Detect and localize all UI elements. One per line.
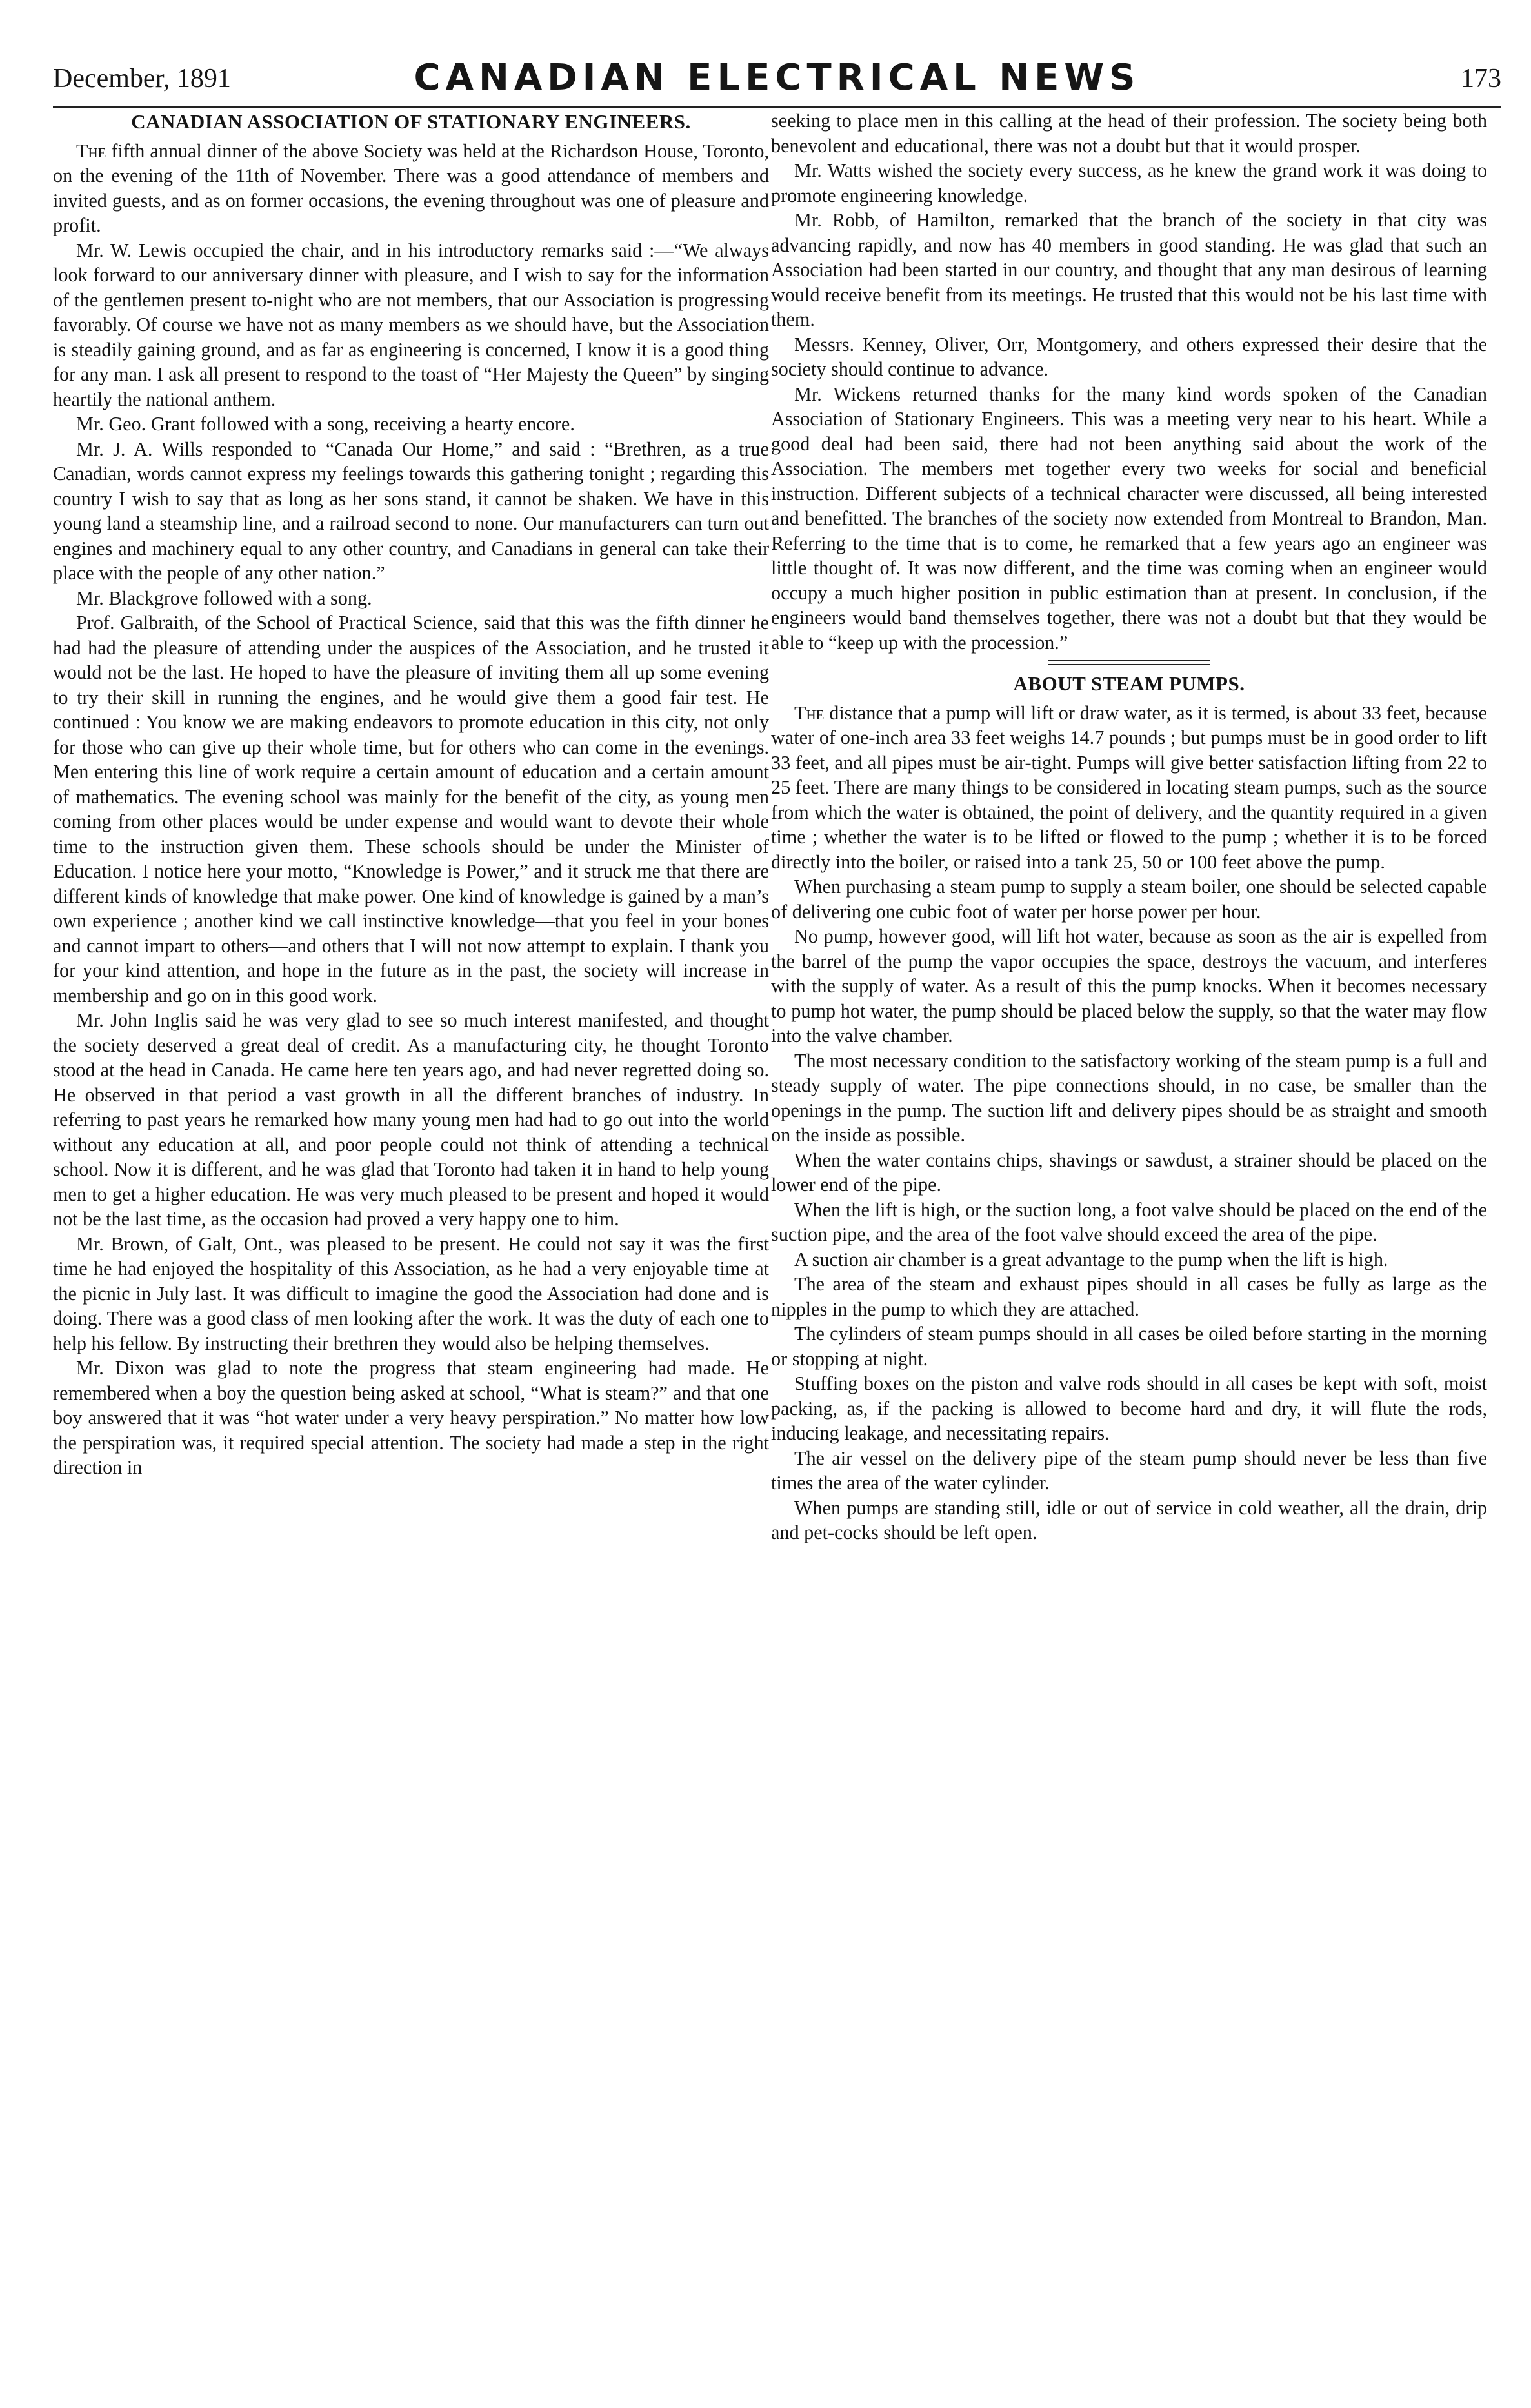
article-title-steam-pumps: ABOUT STEAM PUMPS. <box>1013 672 1245 695</box>
article-paragraph: Mr. Watts wished the society every success, as he knew the grand work it was doing to promote engineering knowledge. <box>771 159 1487 206</box>
article-paragraph: Mr. Robb, of Hamilton, remarked that the branch of the society in that city was advancing rapidly, and now has 40 members in good standing. He was glad that such an Association had been started in our country, and thought that any man desirous of learning would receive benefit from its meetings. He trusted that this would not be his last time with them. <box>771 209 1487 330</box>
header-rule <box>53 106 1501 108</box>
article-paragraph: The area of the steam and exhaust pipes should in all cases be fully as large as the nipples in the pump to which they are attached. <box>771 1273 1487 1320</box>
lead-word: The <box>794 701 825 724</box>
article-paragraph <box>53 139 769 238</box>
paragraph-text: fifth annual dinner of the above Society was held at the Richardson House, Toronto, on the evening of the 11th of November. There was a good attendance of members and invited guests, and as on former occasions, the evening throughout was one of pleasure and profit. <box>53 139 769 236</box>
left-column <box>53 108 769 2380</box>
article-paragraph: No pump, however good, will lift hot water, because as soon as the air is expelled from the barrel of the pump the vapor occupies the space, destroys the vacuum, and interferes with the supply of water. As a result of this the pump knocks. When it becomes necessary to pump hot water, the pump should be placed below the supply, so that the water may flow into the valve chamber. <box>771 925 1487 1047</box>
article-paragraph: The cylinders of steam pumps should in all cases be oiled before starting in the morning or stopping at night. <box>771 1323 1487 1370</box>
masthead-title: CANADIAN ELECTRICAL NEWS <box>414 57 1141 99</box>
article-paragraph: Messrs. Kenney, Oliver, Orr, Montgomery, and others expressed their desire that the society should continue to advance. <box>771 333 1487 380</box>
article-paragraph: When the lift is high, or the suction long, a foot valve should be placed on the end of the suction pipe, and the area of the foot valve should exceed the area of the pipe. <box>771 1198 1487 1245</box>
article-paragraph: Mr. Geo. Grant followed with a song, receiving a hearty encore. <box>76 413 575 435</box>
article-paragraph-continued: seeking to place men in this calling at the head of their profession. The society being both benevolent and educational, there was not a doubt but that it would prosper. <box>771 110 1487 157</box>
article-paragraph: Prof. Galbraith, of the School of Practical Science, said that this was the fifth dinner he had had the pleasure of attending under the auspices of the Association, and he trusted it would not be the last. He hoped to have the pleasure of inviting them all up some evening to try their skill in running the engines, and he would give them a good fair test. He continued : You know we are making endeavors to promote education in this city, not only for those who can give up their whole time, but for others who can come in the evenings. Men entering this line of work require a certain amount of education and a certain amount of mathematics. The evening school was mainly for the benefit of the city, as young men coming from other places would be under expense and would want to devote their whole time to the instruction given them. These schools should be under the Minister of Education. I notice here your motto, “Knowledge is Power,” and it struck me that there are different kinds of knowledge that make power. One kind of knowledge is gained by a man’s own experience ; another kind we call instinctive knowledge—that you feel in your bones and cannot impart to others—and others that I will not now attempt to explain. I thank you for your kind attention, and hope in the future as in the past, the society will increase in membership and go on in this good work. <box>53 612 769 1007</box>
article-paragraph: Mr. Dixon was glad to note the progress that steam engineering had made. He remembered when a boy the question being asked at school, “What is steam?” and that one boy answered that it was “hot water under a very heavy perspiration.” No matter how low the perspiration was, it required special attention. The society had made a step in the right direction in <box>53 1357 769 1478</box>
issue-date: December, 1891 <box>53 64 231 94</box>
article-paragraph: Mr. Brown, of Galt, Ont., was pleased to be present. He could not say it was the first time he had enjoyed the hospitality of this Association, as he had a very enjoyable time at the picnic in July last. It was difficult to imagine the good the Association had done and is doing. There was a good class of men looking after the work. It was the duty of each one to help his fellow. By instructing their brethren they would also be helping themselves. <box>53 1232 769 1354</box>
right-column <box>771 108 1487 2380</box>
article-paragraph: A suction air chamber is a great advantage to the pump when the lift is high. <box>794 1248 1388 1270</box>
page-header <box>53 57 1501 107</box>
article-paragraph: Mr. Blackgrove followed with a song. <box>76 587 372 609</box>
page-number: 173 <box>1461 64 1501 94</box>
article-paragraph: Stuffing boxes on the piston and valve rods should in all cases be kept with soft, moist packing, as, if the packing is allowed to become hard and dry, it will flute the rods, inducing leakage, and necessitating repairs. <box>771 1372 1487 1444</box>
article-separator <box>1048 660 1210 665</box>
article-paragraph: Mr. John Inglis said he was very glad to see so much interest manifested, and thought the society deserved a great deal of credit. As a manufacturing city, he thought Toronto stood at the head in Canada. He came here ten years ago, and had never regretted doing so. He observed in that period a vast growth in all the different branches of industry. In referring to past years he remarked how many young men had had to go out into the world without any education at all, and poor people could not think of attending a technical school. Now it is different, and he was glad that Toronto had taken it in hand to help young men to get a higher education. He was very much pleased to be present and hoped it would not be the last time, as the occasion had proved a very happy one to him. <box>53 1009 769 1230</box>
article-paragraph: The most necessary condition to the satisfactory working of the steam pump is a full and steady supply of water. The pipe connections should, in no case, be smaller than the openings in the pump. The suction lift and delivery pipes should be as straight and smooth on the inside as possible. <box>771 1049 1487 1146</box>
article-title-stationary-engineers: CANADIAN ASSOCIATION OF STATIONARY ENGINEERS. <box>131 110 691 133</box>
article-paragraph: When the water contains chips, shavings or sawdust, a strainer should be placed on the lower end of the pipe. <box>771 1149 1487 1196</box>
paragraph-text: distance that a pump will lift or draw water, as it is termed, is about 33 feet, because water of one-inch area 33 feet weighs 14.7 pounds ; but pumps must be in good order to lift 33 feet, and all pipes must be air-tight. Pumps will give better satisfaction lifting from 22 to 25 feet. There are many things to be considered in locating steam pumps, such as the source from which the water is obtained, the point of delivery, and the quantity required in a given time ; whether the water is to be lifted or flowed to the pump ; whether it is to be forced directly into the boiler, or raised into a tank 25, 50 or 100 feet above the pump. <box>771 701 1487 873</box>
article-paragraph: Mr. W. Lewis occupied the chair, and in his introductory remarks said :—“We always look forward to our anniversary dinner with pleasure, and I wish to say for the information of the gentlemen present to-night who are not members, that our Association is progressing favorably. Of course we have not as many members as we should have, but the Association is steadily gaining ground, and as far as engineering is concerned, I know it is a good thing for any man. I ask all present to respond to the toast of “Her Majesty the Queen” by singing heartily the national anthem. <box>53 239 769 410</box>
article-paragraph: Mr. Wickens returned thanks for the many kind words spoken of the Canadian Association of Stationary Engineers. This was a meeting very near to his heart. While a good deal had been said, there had not been anything said about the work of the Association. The members met together every two weeks for social and beneficial instruction. Different subjects of a technical character were discussed, all being interested and benefitted. The branches of the society now extended from Montreal to Brandon, Man. Referring to the time that is to come, he remarked that a few years ago an engineer was little thought of. It was now different, and the time was coming when an engineer would occupy a much higher position in public estimation than at present. In conclusion, if the engineers would band themselves together, there was not a doubt but that they would be able to “keep up with the procession.” <box>771 383 1487 654</box>
article-paragraph: The air vessel on the delivery pipe of the steam pump should never be less than five times the area of the water cylinder. <box>771 1447 1487 1494</box>
lead-word: The <box>76 139 106 162</box>
article-paragraph: When pumps are standing still, idle or out of service in cold weather, all the drain, drip and pet-cocks should be left open. <box>771 1496 1487 1543</box>
article-paragraph: Mr. J. A. Wills responded to “Canada Our Home,” and said : “Brethren, as a true Canadian, words cannot express my feelings towards this gathering tonight ; regarding this country I wish to say that as long as her sons stand, it cannot be shaken. We have in this young land a steamship line, and a railroad second to none. Our manufacturers can turn out engines and machinery equal to any other country, and Canadians in general can take their place with the people of any other nation.” <box>53 437 769 584</box>
article-paragraph: When purchasing a steam pump to supply a steam boiler, one should be selected capable of delivering one cubic foot of water per horse power per hour. <box>771 876 1487 923</box>
article-paragraph <box>771 701 1487 875</box>
